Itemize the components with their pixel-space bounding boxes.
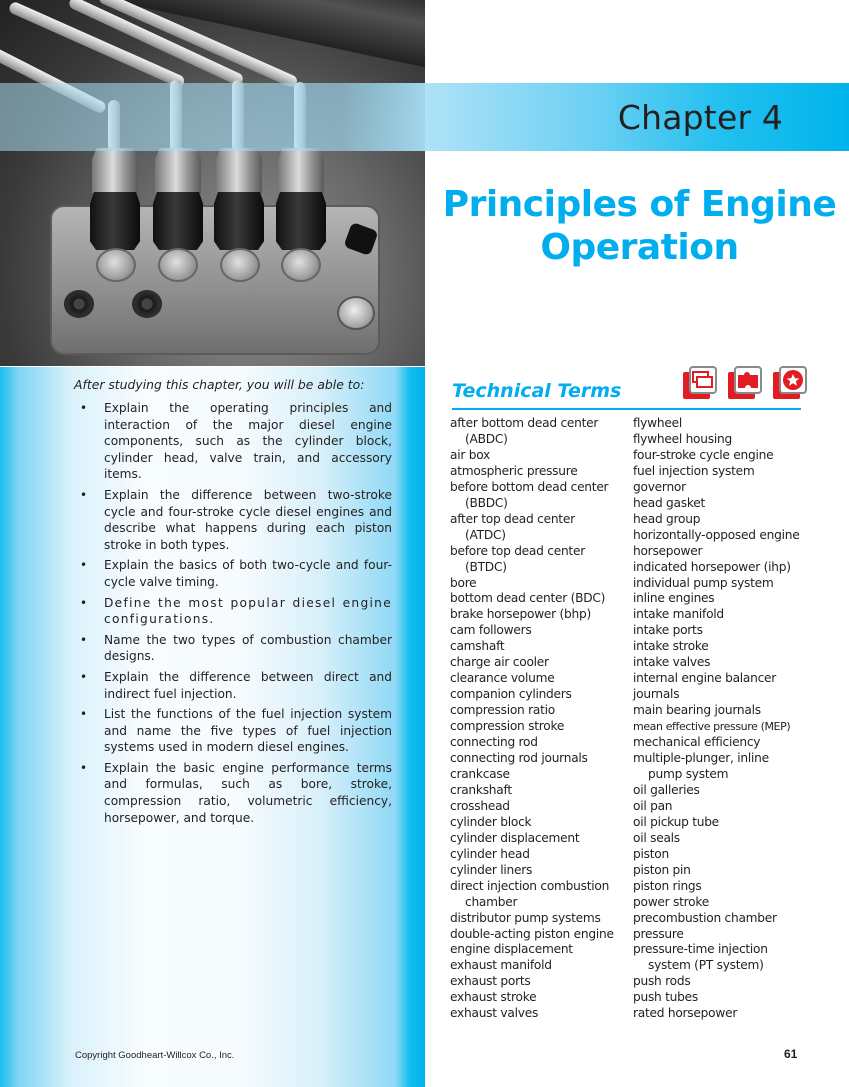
page-number: 61 <box>784 1047 798 1061</box>
term-item: cylinder liners <box>450 862 533 877</box>
puzzle-piece-icon[interactable] <box>728 366 762 399</box>
term-item: crankcase <box>450 766 510 781</box>
photo-bolt <box>281 248 321 282</box>
term-item: after bottom dead center (ABDC) <box>450 416 599 446</box>
term-item: before top dead center (BTDC) <box>450 543 585 574</box>
term-item: mean effective pressure (MEP) <box>633 720 791 734</box>
term-item: cylinder head <box>450 846 530 861</box>
objective-item: • Explain the basic engine performance terms and formulas, such as bore, stroke, compression ratio, volumetric efficiency, horsepower, and torque. <box>80 760 392 825</box>
term-item: exhaust valves <box>450 1006 539 1021</box>
term-item: bore <box>450 575 477 590</box>
bullet-icon: • <box>80 707 88 722</box>
term-item: oil seals <box>633 830 680 845</box>
term-item: individual pump system <box>633 575 774 590</box>
term-item: oil pan <box>633 798 673 813</box>
bullet-icon: • <box>80 632 88 647</box>
term-item: pressure-time injection system (PT system) <box>633 942 768 973</box>
photo-bolt <box>96 248 136 282</box>
technical-terms-heading: Technical Terms <box>452 380 622 402</box>
term-item: cylinder block <box>450 814 532 829</box>
objective-item: • Name the two types of combustion chamber designs. <box>80 632 392 664</box>
bullet-icon: • <box>80 760 88 775</box>
term-item: air box <box>450 447 491 462</box>
term-item: flywheel <box>633 416 682 430</box>
term-item: fuel injection system <box>633 463 755 478</box>
term-item: head gasket <box>633 495 706 510</box>
chapter-number: Chapter 4 <box>617 97 784 137</box>
photo-fitting <box>216 148 262 193</box>
term-item: exhaust manifold <box>450 958 552 973</box>
term-item: double-acting piston engine <box>450 926 614 941</box>
term-item: indicated horsepower (ihp) <box>633 559 791 574</box>
term-item: companion cylinders <box>450 687 572 702</box>
term-item: compression ratio <box>450 703 555 718</box>
star-badge-icon[interactable] <box>773 366 807 399</box>
term-item: flywheel housing <box>633 431 732 446</box>
photo-bolt <box>337 296 375 330</box>
bullet-icon: • <box>80 487 88 502</box>
term-item: atmospheric pressure <box>450 463 578 478</box>
term-item: main bearing journals <box>633 703 761 718</box>
photo-fitting <box>278 148 324 193</box>
term-item: charge air cooler <box>450 655 549 670</box>
term-item: direct injection combustion chamber <box>450 878 610 909</box>
term-item: inline engines <box>633 591 715 606</box>
terms-column-1 <box>450 416 633 1022</box>
term-item: piston <box>633 846 669 861</box>
photo-delivery-valve <box>153 192 203 250</box>
term-item: cylinder displacement <box>450 830 580 845</box>
chapter-opener-photo <box>0 0 425 366</box>
chapter-title-line: Principles of Engine <box>442 184 837 225</box>
photo-bolt <box>220 248 260 282</box>
technical-terms-list <box>450 416 849 1022</box>
photo-plug <box>64 290 94 318</box>
term-item: clearance volume <box>450 671 555 686</box>
objectives-intro: After studying this chapter, you will be able to: <box>74 377 365 392</box>
term-item: compression stroke <box>450 719 565 734</box>
term-item: push rods <box>633 974 691 989</box>
term-item: precombustion chamber <box>633 910 777 925</box>
objective-item: • Define the most popular diesel engine configurations. <box>80 595 392 627</box>
term-item: brake horsepower (bhp) <box>450 607 591 622</box>
term-item: connecting rod journals <box>450 751 588 766</box>
photo-fitting <box>92 148 138 193</box>
term-item: after top dead center (ATDC) <box>450 511 575 542</box>
bullet-icon: • <box>80 595 89 610</box>
copyright-notice: Copyright Goodheart-Willcox Co., Inc. <box>75 1050 235 1061</box>
term-item: intake ports <box>633 623 703 638</box>
photo-fitting <box>155 148 201 193</box>
term-item: head group <box>633 511 701 526</box>
photo-delivery-valve <box>276 192 326 250</box>
term-item: camshaft <box>450 639 505 654</box>
term-item: bottom dead center (BDC) <box>450 591 606 606</box>
term-item: before bottom dead center (BBDC) <box>450 479 609 510</box>
term-item: mechanical efficiency <box>633 735 761 750</box>
objective-item: • Explain the basics of both two-cycle and four-cycle valve timing. <box>80 558 392 589</box>
objective-item: • Explain the operating principles and interaction of the major diesel engine components, such as the cylinder block, cylinder head, valve train, and accessory items. <box>80 401 392 482</box>
bullet-icon: • <box>80 669 88 684</box>
term-item: four-stroke cycle engine <box>633 447 774 462</box>
terms-column-2 <box>633 416 849 1022</box>
term-item: piston pin <box>633 862 691 877</box>
photo-delivery-valve <box>90 192 140 250</box>
term-item: connecting rod <box>450 735 538 750</box>
term-item: internal engine balancer <box>633 671 777 686</box>
heading-divider <box>452 408 801 410</box>
term-item: power stroke <box>633 894 709 909</box>
objective-item: • List the functions of the fuel injection system and name the five types of fuel injection systems used in modern diesel engines. <box>80 707 392 755</box>
term-item: journals <box>633 687 680 702</box>
term-item: piston rings <box>633 878 702 893</box>
term-item: intake manifold <box>633 607 724 622</box>
term-item: exhaust stroke <box>450 990 537 1005</box>
term-item: oil galleries <box>633 782 700 797</box>
term-item: rated horsepower <box>633 1006 738 1021</box>
bullet-icon: • <box>80 401 88 415</box>
term-item: multiple-plunger, inline pump system <box>633 751 769 781</box>
term-item: crankshaft <box>450 782 512 797</box>
chapter-title <box>430 183 849 269</box>
term-item: pressure <box>633 926 684 941</box>
term-item: engine displacement <box>450 942 573 957</box>
term-item: horizontally-opposed engine <box>633 527 800 542</box>
term-item: push tubes <box>633 990 698 1005</box>
photo-plug <box>132 290 162 318</box>
term-item: horsepower <box>633 543 703 558</box>
term-item: distributor pump systems <box>450 910 601 925</box>
term-item: crosshead <box>450 798 510 813</box>
term-item: cam followers <box>450 623 532 638</box>
photo-bolt <box>158 248 198 282</box>
feature-icons <box>683 366 807 399</box>
term-item: governor <box>633 479 686 494</box>
objectives-list <box>74 400 392 830</box>
term-item: intake valves <box>633 655 711 670</box>
chapter-title-line: Operation <box>540 227 739 268</box>
objective-item: • Explain the difference between two-stroke cycle and four-stroke cycle diesel engines and describe what happens during each piston stroke in both types. <box>80 487 392 552</box>
term-item: oil pickup tube <box>633 814 719 829</box>
windows-stack-icon[interactable] <box>683 366 717 399</box>
term-item: intake stroke <box>633 639 709 654</box>
photo-delivery-valve <box>214 192 264 250</box>
term-item: exhaust ports <box>450 974 531 989</box>
objective-item: • Explain the difference between direct and indirect fuel injection. <box>80 669 392 701</box>
bullet-icon: • <box>80 558 88 573</box>
